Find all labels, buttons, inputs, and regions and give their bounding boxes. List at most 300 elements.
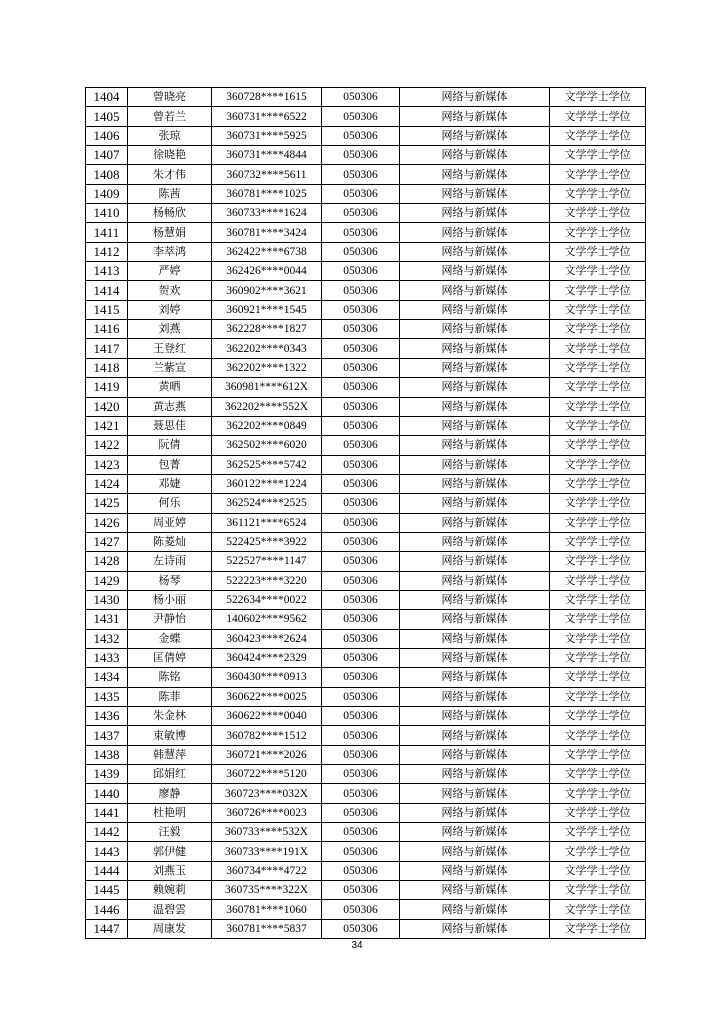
row-number-cell: 1421: [86, 416, 128, 435]
row-number-cell: 1411: [86, 223, 128, 242]
table-row: [86, 397, 646, 416]
major-code-cell: 050306: [322, 184, 400, 203]
row-number-cell: 1420: [86, 397, 128, 416]
degree-type-cell: 文学学士学位: [550, 300, 646, 319]
major-name-cell: 网络与新媒体: [400, 842, 550, 861]
major-name-cell: 网络与新媒体: [400, 571, 550, 590]
student-name-cell: 杨琴: [128, 571, 212, 590]
row-number-cell: 1425: [86, 494, 128, 513]
degree-type-cell: 文学学士学位: [550, 842, 646, 861]
student-name-cell: 温碧雲: [128, 900, 212, 919]
degree-type-cell: 文学学士学位: [550, 610, 646, 629]
row-number-cell: 1416: [86, 320, 128, 339]
degree-type-cell: 文学学士学位: [550, 184, 646, 203]
table-row: [86, 223, 646, 242]
id-number-cell: 360723****032X: [212, 784, 322, 803]
table-row: [86, 687, 646, 706]
degree-type-cell: 文学学士学位: [550, 88, 646, 107]
id-number-cell: 362426****0044: [212, 262, 322, 281]
degree-type-cell: 文学学士学位: [550, 919, 646, 938]
row-number-cell: 1415: [86, 300, 128, 319]
degree-type-cell: 文学学士学位: [550, 823, 646, 842]
id-number-cell: 360781****5837: [212, 919, 322, 938]
degree-type-cell: 文学学士学位: [550, 513, 646, 532]
major-code-cell: 050306: [322, 823, 400, 842]
id-number-cell: 360733****1624: [212, 204, 322, 223]
row-number-cell: 1418: [86, 358, 128, 377]
id-number-cell: 360781****1025: [212, 184, 322, 203]
student-name-cell: 严婷: [128, 262, 212, 281]
degree-type-cell: 文学学士学位: [550, 146, 646, 165]
roster-body: [86, 88, 646, 939]
row-number-cell: 1436: [86, 707, 128, 726]
major-code-cell: 050306: [322, 745, 400, 764]
id-number-cell: 360721****2026: [212, 745, 322, 764]
row-number-cell: 1447: [86, 919, 128, 938]
major-name-cell: 网络与新媒体: [400, 262, 550, 281]
table-row: [86, 881, 646, 900]
row-number-cell: 1439: [86, 765, 128, 784]
student-name-cell: 朱金林: [128, 707, 212, 726]
student-name-cell: 汪毅: [128, 823, 212, 842]
major-name-cell: 网络与新媒体: [400, 552, 550, 571]
degree-type-cell: 文学学士学位: [550, 281, 646, 300]
row-number-cell: 1442: [86, 823, 128, 842]
degree-type-cell: 文学学士学位: [550, 358, 646, 377]
page-number: 34: [351, 940, 363, 951]
major-name-cell: 网络与新媒体: [400, 146, 550, 165]
major-code-cell: 050306: [322, 204, 400, 223]
major-name-cell: 网络与新媒体: [400, 300, 550, 319]
row-number-cell: 1426: [86, 513, 128, 532]
row-number-cell: 1407: [86, 146, 128, 165]
major-name-cell: 网络与新媒体: [400, 242, 550, 261]
major-name-cell: 网络与新媒体: [400, 126, 550, 145]
row-number-cell: 1434: [86, 668, 128, 687]
id-number-cell: 360731****4844: [212, 146, 322, 165]
row-number-cell: 1404: [86, 88, 128, 107]
table-row: [86, 552, 646, 571]
major-name-cell: 网络与新媒体: [400, 803, 550, 822]
major-code-cell: 050306: [322, 513, 400, 532]
degree-type-cell: 文学学士学位: [550, 590, 646, 609]
major-name-cell: 网络与新媒体: [400, 204, 550, 223]
student-name-cell: 黄志燕: [128, 397, 212, 416]
table-row: [86, 242, 646, 261]
table-row: [86, 165, 646, 184]
student-name-cell: 杨小丽: [128, 590, 212, 609]
id-number-cell: 360733****532X: [212, 823, 322, 842]
id-number-cell: 360734****4722: [212, 861, 322, 880]
id-number-cell: 362524****2525: [212, 494, 322, 513]
degree-type-cell: 文学学士学位: [550, 900, 646, 919]
table-row: [86, 455, 646, 474]
major-name-cell: 网络与新媒体: [400, 223, 550, 242]
major-code-cell: 050306: [322, 861, 400, 880]
student-name-cell: 陈铭: [128, 668, 212, 687]
row-number-cell: 1432: [86, 629, 128, 648]
row-number-cell: 1431: [86, 610, 128, 629]
degree-type-cell: 文学学士学位: [550, 107, 646, 126]
major-name-cell: 网络与新媒体: [400, 668, 550, 687]
id-number-cell: 360732****5611: [212, 165, 322, 184]
student-name-cell: 金蝶: [128, 629, 212, 648]
id-number-cell: 522425****3922: [212, 532, 322, 551]
student-name-cell: 徐晓艳: [128, 146, 212, 165]
table-row: [86, 532, 646, 551]
row-number-cell: 1410: [86, 204, 128, 223]
degree-type-cell: 文学学士学位: [550, 397, 646, 416]
major-name-cell: 网络与新媒体: [400, 590, 550, 609]
major-code-cell: 050306: [322, 668, 400, 687]
row-number-cell: 1441: [86, 803, 128, 822]
id-number-cell: 360726****0023: [212, 803, 322, 822]
row-number-cell: 1408: [86, 165, 128, 184]
table-row: [86, 146, 646, 165]
degree-type-cell: 文学学士学位: [550, 455, 646, 474]
major-name-cell: 网络与新媒体: [400, 436, 550, 455]
degree-roster-table: [85, 87, 646, 939]
major-name-cell: 网络与新媒体: [400, 745, 550, 764]
id-number-cell: 360921****1545: [212, 300, 322, 319]
major-name-cell: 网络与新媒体: [400, 474, 550, 493]
student-name-cell: 张琼: [128, 126, 212, 145]
student-name-cell: 尹静怡: [128, 610, 212, 629]
table-row: [86, 861, 646, 880]
student-name-cell: 左诗雨: [128, 552, 212, 571]
student-name-cell: 廖静: [128, 784, 212, 803]
degree-type-cell: 文学学士学位: [550, 668, 646, 687]
table-row: [86, 339, 646, 358]
degree-type-cell: 文学学士学位: [550, 494, 646, 513]
major-name-cell: 网络与新媒体: [400, 532, 550, 551]
student-name-cell: 刘燕玉: [128, 861, 212, 880]
major-name-cell: 网络与新媒体: [400, 494, 550, 513]
major-name-cell: 网络与新媒体: [400, 165, 550, 184]
degree-type-cell: 文学学士学位: [550, 861, 646, 880]
student-name-cell: 邓婕: [128, 474, 212, 493]
student-name-cell: 刘燕: [128, 320, 212, 339]
student-name-cell: 何乐: [128, 494, 212, 513]
degree-type-cell: 文学学士学位: [550, 339, 646, 358]
major-code-cell: 050306: [322, 474, 400, 493]
major-code-cell: 050306: [322, 842, 400, 861]
major-code-cell: 050306: [322, 242, 400, 261]
degree-type-cell: 文学学士学位: [550, 648, 646, 667]
id-number-cell: 360728****1615: [212, 88, 322, 107]
row-number-cell: 1433: [86, 648, 128, 667]
degree-type-cell: 文学学士学位: [550, 803, 646, 822]
row-number-cell: 1406: [86, 126, 128, 145]
id-number-cell: 360430****0913: [212, 668, 322, 687]
id-number-cell: 361121****6524: [212, 513, 322, 532]
major-code-cell: 050306: [322, 126, 400, 145]
student-name-cell: 曾若兰: [128, 107, 212, 126]
row-number-cell: 1429: [86, 571, 128, 590]
major-code-cell: 050306: [322, 648, 400, 667]
major-name-cell: 网络与新媒体: [400, 919, 550, 938]
major-name-cell: 网络与新媒体: [400, 881, 550, 900]
degree-type-cell: 文学学士学位: [550, 707, 646, 726]
row-number-cell: 1422: [86, 436, 128, 455]
student-name-cell: 郭伊健: [128, 842, 212, 861]
student-name-cell: 杜艳明: [128, 803, 212, 822]
major-code-cell: 050306: [322, 590, 400, 609]
table-row: [86, 745, 646, 764]
major-code-cell: 050306: [322, 610, 400, 629]
major-code-cell: 050306: [322, 397, 400, 416]
degree-type-cell: 文学学士学位: [550, 320, 646, 339]
major-name-cell: 网络与新媒体: [400, 648, 550, 667]
table-row: [86, 590, 646, 609]
major-name-cell: 网络与新媒体: [400, 397, 550, 416]
major-code-cell: 050306: [322, 881, 400, 900]
id-number-cell: 362422****6738: [212, 242, 322, 261]
id-number-cell: 140602****9562: [212, 610, 322, 629]
table-row: [86, 126, 646, 145]
id-number-cell: 360622****0025: [212, 687, 322, 706]
major-code-cell: 050306: [322, 900, 400, 919]
id-number-cell: 360782****1512: [212, 726, 322, 745]
major-code-cell: 050306: [322, 378, 400, 397]
major-name-cell: 网络与新媒体: [400, 765, 550, 784]
degree-type-cell: 文学学士学位: [550, 629, 646, 648]
table-row: [86, 300, 646, 319]
student-name-cell: 束敏博: [128, 726, 212, 745]
degree-type-cell: 文学学士学位: [550, 378, 646, 397]
student-name-cell: 周康发: [128, 919, 212, 938]
id-number-cell: 522223****3220: [212, 571, 322, 590]
degree-type-cell: 文学学士学位: [550, 436, 646, 455]
major-code-cell: 050306: [322, 687, 400, 706]
major-name-cell: 网络与新媒体: [400, 107, 550, 126]
major-code-cell: 050306: [322, 165, 400, 184]
id-number-cell: 360981****612X: [212, 378, 322, 397]
degree-type-cell: 文学学士学位: [550, 765, 646, 784]
table-row: [86, 919, 646, 938]
id-number-cell: 362202****0343: [212, 339, 322, 358]
row-number-cell: 1435: [86, 687, 128, 706]
table-row: [86, 378, 646, 397]
row-number-cell: 1443: [86, 842, 128, 861]
row-number-cell: 1427: [86, 532, 128, 551]
table-row: [86, 436, 646, 455]
id-number-cell: 362502****6020: [212, 436, 322, 455]
student-name-cell: 匡倩婷: [128, 648, 212, 667]
degree-type-cell: 文学学士学位: [550, 784, 646, 803]
major-code-cell: 050306: [322, 88, 400, 107]
student-name-cell: 周亚婷: [128, 513, 212, 532]
major-name-cell: 网络与新媒体: [400, 416, 550, 435]
major-code-cell: 050306: [322, 262, 400, 281]
row-number-cell: 1437: [86, 726, 128, 745]
table-row: [86, 784, 646, 803]
id-number-cell: 360902****3621: [212, 281, 322, 300]
student-name-cell: 邱娟红: [128, 765, 212, 784]
major-code-cell: 050306: [322, 339, 400, 358]
degree-type-cell: 文学学士学位: [550, 204, 646, 223]
major-code-cell: 050306: [322, 436, 400, 455]
student-name-cell: 黄晒: [128, 378, 212, 397]
table-row: [86, 668, 646, 687]
major-name-cell: 网络与新媒体: [400, 861, 550, 880]
id-number-cell: 360722****5120: [212, 765, 322, 784]
row-number-cell: 1444: [86, 861, 128, 880]
row-number-cell: 1428: [86, 552, 128, 571]
table-row: [86, 803, 646, 822]
table-row: [86, 571, 646, 590]
table-row: [86, 494, 646, 513]
row-number-cell: 1424: [86, 474, 128, 493]
id-number-cell: 522527****1147: [212, 552, 322, 571]
table-row: [86, 648, 646, 667]
degree-type-cell: 文学学士学位: [550, 571, 646, 590]
degree-type-cell: 文学学士学位: [550, 262, 646, 281]
major-name-cell: 网络与新媒体: [400, 339, 550, 358]
table-row: [86, 629, 646, 648]
major-code-cell: 050306: [322, 107, 400, 126]
student-name-cell: 聂思佳: [128, 416, 212, 435]
student-name-cell: 包菁: [128, 455, 212, 474]
table-row: [86, 900, 646, 919]
table-row: [86, 358, 646, 377]
major-code-cell: 050306: [322, 765, 400, 784]
major-name-cell: 网络与新媒体: [400, 358, 550, 377]
major-code-cell: 050306: [322, 455, 400, 474]
major-name-cell: 网络与新媒体: [400, 784, 550, 803]
student-name-cell: 朱才伟: [128, 165, 212, 184]
major-code-cell: 050306: [322, 358, 400, 377]
degree-type-cell: 文学学士学位: [550, 474, 646, 493]
major-name-cell: 网络与新媒体: [400, 726, 550, 745]
table-row: [86, 610, 646, 629]
table-row: [86, 184, 646, 203]
row-number-cell: 1438: [86, 745, 128, 764]
student-name-cell: 杨慧娟: [128, 223, 212, 242]
degree-type-cell: 文学学士学位: [550, 687, 646, 706]
row-number-cell: 1405: [86, 107, 128, 126]
table-row: [86, 823, 646, 842]
table-row: [86, 726, 646, 745]
id-number-cell: 360731****6522: [212, 107, 322, 126]
row-number-cell: 1423: [86, 455, 128, 474]
row-number-cell: 1430: [86, 590, 128, 609]
major-code-cell: 050306: [322, 320, 400, 339]
degree-type-cell: 文学学士学位: [550, 726, 646, 745]
id-number-cell: 360781****3424: [212, 223, 322, 242]
major-code-cell: 050306: [322, 146, 400, 165]
row-number-cell: 1446: [86, 900, 128, 919]
major-code-cell: 050306: [322, 281, 400, 300]
id-number-cell: 360622****0040: [212, 707, 322, 726]
table-row: [86, 281, 646, 300]
student-name-cell: 李萃鸿: [128, 242, 212, 261]
degree-type-cell: 文学学士学位: [550, 552, 646, 571]
major-code-cell: 050306: [322, 629, 400, 648]
major-name-cell: 网络与新媒体: [400, 88, 550, 107]
student-name-cell: 赖婉莉: [128, 881, 212, 900]
degree-type-cell: 文学学士学位: [550, 223, 646, 242]
major-code-cell: 050306: [322, 784, 400, 803]
id-number-cell: 360122****1224: [212, 474, 322, 493]
id-number-cell: 362202****552X: [212, 397, 322, 416]
major-name-cell: 网络与新媒体: [400, 610, 550, 629]
table-row: [86, 765, 646, 784]
major-code-cell: 050306: [322, 707, 400, 726]
student-name-cell: 王登红: [128, 339, 212, 358]
student-name-cell: 刘婷: [128, 300, 212, 319]
table-row: [86, 262, 646, 281]
table-row: [86, 107, 646, 126]
major-code-cell: 050306: [322, 571, 400, 590]
major-code-cell: 050306: [322, 552, 400, 571]
table-row: [86, 842, 646, 861]
major-code-cell: 050306: [322, 726, 400, 745]
student-name-cell: 陈菱灿: [128, 532, 212, 551]
row-number-cell: 1419: [86, 378, 128, 397]
id-number-cell: 360423****2624: [212, 629, 322, 648]
id-number-cell: 362202****1322: [212, 358, 322, 377]
major-code-cell: 050306: [322, 494, 400, 513]
table-row: [86, 474, 646, 493]
major-code-cell: 050306: [322, 919, 400, 938]
degree-type-cell: 文学学士学位: [550, 881, 646, 900]
degree-type-cell: 文学学士学位: [550, 532, 646, 551]
id-number-cell: 362525****5742: [212, 455, 322, 474]
id-number-cell: 360735****322X: [212, 881, 322, 900]
student-name-cell: 陈茜: [128, 184, 212, 203]
table-row: [86, 204, 646, 223]
row-number-cell: 1440: [86, 784, 128, 803]
major-name-cell: 网络与新媒体: [400, 320, 550, 339]
major-code-cell: 050306: [322, 223, 400, 242]
major-name-cell: 网络与新媒体: [400, 281, 550, 300]
id-number-cell: 362202****0849: [212, 416, 322, 435]
row-number-cell: 1414: [86, 281, 128, 300]
row-number-cell: 1412: [86, 242, 128, 261]
id-number-cell: 360424****2329: [212, 648, 322, 667]
major-code-cell: 050306: [322, 803, 400, 822]
table-row: [86, 416, 646, 435]
degree-type-cell: 文学学士学位: [550, 165, 646, 184]
student-name-cell: 杨畅欣: [128, 204, 212, 223]
degree-type-cell: 文学学士学位: [550, 745, 646, 764]
id-number-cell: 522634****0022: [212, 590, 322, 609]
student-name-cell: 韩慧萍: [128, 745, 212, 764]
table-row: [86, 320, 646, 339]
major-name-cell: 网络与新媒体: [400, 513, 550, 532]
student-name-cell: 兰紫宣: [128, 358, 212, 377]
major-code-cell: 050306: [322, 416, 400, 435]
major-name-cell: 网络与新媒体: [400, 184, 550, 203]
row-number-cell: 1409: [86, 184, 128, 203]
student-name-cell: 贺欢: [128, 281, 212, 300]
degree-type-cell: 文学学士学位: [550, 416, 646, 435]
table-row: [86, 88, 646, 107]
row-number-cell: 1445: [86, 881, 128, 900]
major-name-cell: 网络与新媒体: [400, 455, 550, 474]
major-name-cell: 网络与新媒体: [400, 378, 550, 397]
student-name-cell: 曾晓亮: [128, 88, 212, 107]
major-name-cell: 网络与新媒体: [400, 900, 550, 919]
id-number-cell: 360781****1060: [212, 900, 322, 919]
table-row: [86, 707, 646, 726]
student-name-cell: 陈菲: [128, 687, 212, 706]
major-name-cell: 网络与新媒体: [400, 707, 550, 726]
table-row: [86, 513, 646, 532]
row-number-cell: 1413: [86, 262, 128, 281]
id-number-cell: 362228****1827: [212, 320, 322, 339]
